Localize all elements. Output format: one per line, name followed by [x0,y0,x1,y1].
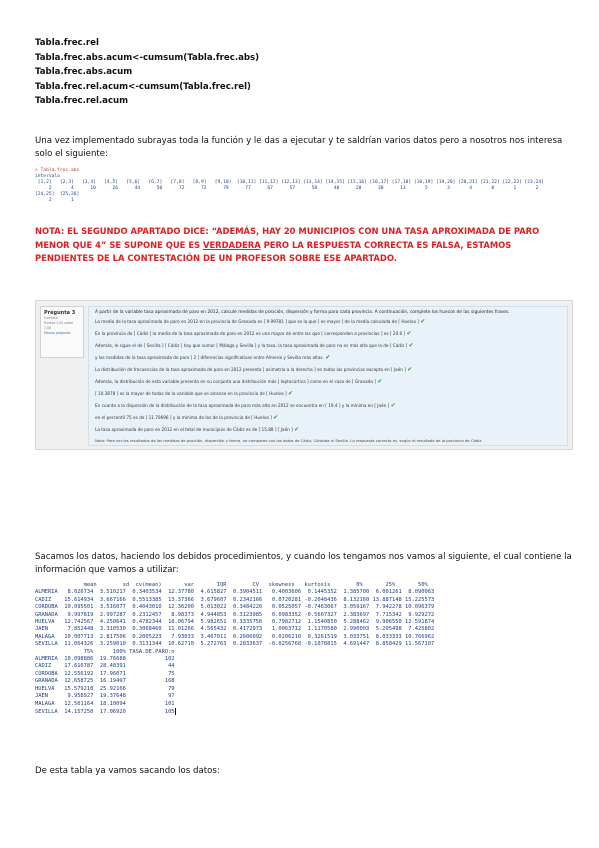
question-intro: A partir de la variable tasa aproximada de paro en 2012, calcule medidas de posición, dispersión y forma para cada provincia. A continuación, complete los huecos de las siguientes frases. [95,310,510,315]
question-row-text: La distribución de frecuencias de la tasa aproximada de paro en 2012 presenta [ asimetría a la derecha ] en todas las provincias excepto en [ Jaén ] [95,367,406,372]
table-row: HUELVA 15.579210 25.92166 79 [35,685,175,692]
table-header: mean sd cv(mean) var IQR CV skewness kurtosis 0% 25% 50% [35,582,428,588]
question-row-text: La tasa aproximada de paro en 2012 en el total de municipios de Cádiz es de [ 15.88 ] [ Jaén ] [95,427,293,432]
question-score: Puntúa 1,00 sobre 1,00 [44,321,74,330]
question-row-text: En la provincia de [ Cádiz ] la media de la tasa aproximada de paro en 2012 es una mayor de entre las que [ corresponden a provincias ] es [ 20.0 ] [95,331,406,336]
check-icon: ✔ [288,390,294,397]
r-output-frequency [35,168,595,204]
r-command: > Tabla.frec.abs [35,168,80,173]
quiz-screenshot [35,300,573,450]
question-row [95,424,561,436]
table-row: GRANADA 12.658725 16.19497 168 [35,678,175,685]
table-row: CORDOBA 12.556192 17.96071 75 [35,670,175,677]
question-row [95,352,561,364]
check-icon: ✔ [390,402,396,409]
flag-question-link[interactable]: Marcar pregunta [44,331,71,335]
question-label: Pregunta 3 [44,310,76,316]
question-row-text: en el percentil 75 es de [ 11.70696 ] y la mínima de los de la provincia de [ Huelva ] [95,415,272,420]
question-row-text: En cuanto a la dispersión de la distribución de la tasa aproximada de paro más alto en 2012 se encuentra en [ 19.4 ] y la mínima en [ Jaén ] [95,403,390,408]
check-icon: ✔ [294,426,300,433]
nota-prefix: NOTA: [35,226,65,236]
text-cursor [175,708,176,715]
code-line: Tabla.frec.abs.acum<-cumsum(Tabla.frec.abs) [35,52,260,63]
table-header: 75% 100% TASA.DE.PARO:n [35,648,175,655]
r-output-row: [1,2] [2,3] [3,4] [4,5] [5,6] [6,7] [7,8] [8,9] [9,10] [10,11] [11,12] [12,13] [13,14] [14,15] [15,16] [16,17] [17,18] [18,19] [19,20] [20,21] [21,22] [22,23] [23,24] [35,180,544,185]
question-row [95,400,561,412]
question-row [95,388,561,400]
table-row: HUELVA 12.742567 4.250641 0.4782344 18.06794 5.982651 0.3335750 0.7982712 1.1540850 5.288462 9.906550 12.591874 [35,619,435,626]
table-row: MALAGA 10.007713 2.817506 0.2005223 7.93033 3.467011 0.2606092 0.0206210 0.3261519 3.033751 8.033333 10.766962 [35,633,435,640]
check-icon: ✔ [325,354,331,361]
table-row: SEVILLA 11.064326 3.259010 0.3131344 10.62710 5.272763 0.2833637 -0.0256768 -0.1078815 4.691447 8.858429 11.567107 [35,641,435,648]
table-row: GRANADA 9.997819 2.997287 0.2312457 8.98373 4.944853 0.3123985 0.0983352 -0.5607327 2.383697 7.715342 9.929272 [35,611,435,618]
question-row-text: [ 10.3878 ] es la mayor de todas de la variable que se alcanza en la provincia de [ Huelva ] [95,391,287,396]
r-output-row: 2 4 10 26 44 50 72 72 79 77 67 57 58 40 28 30 13 5 3 4 0 1 2 [35,186,539,191]
table-row: MALAGA 12.501164 18.10094 101 [35,700,175,707]
paragraph-intro: Una vez implementado subrayas toda la función y le das a ejecutar y te saldrían varios datos pero a nosotros nos interesa solo el siguiente: [35,136,563,160]
question-row-text: Además, la distribución de esta variable presenta en su conjunto una distribución más [ leptocúrtica ] como en el caso de [ Granada ] [95,379,376,384]
table-row: SEVILLA 14.157250 17.06920 105 [35,708,175,715]
check-icon: ✔ [407,366,413,373]
r-output-row: 2 1 [35,198,74,203]
question-row-text: Además, le sigue el de [ Sevilla ] [ Cádiz ] hay que sumar [ Málaga y Sevilla ] y la tasa, la tasa aproximada de paro no es más alta que la de [ Cádiz ] [95,343,408,348]
r-output-label: intervalo [35,174,60,179]
question-row [95,364,561,376]
r-summary-table [35,582,434,716]
question-row-text: La media de la tasa aproximada de paro en 2012 en la provincia de Granada es [ 9.99781 ] que es la que [ es mayor ] de la media calculada de [ Huelva ] [95,319,419,324]
code-line: Tabla.frec.rel [35,38,99,48]
question-footer-note: Nota: Para ver los resultados de las medidas de posición, dispersión y forma, no compares con los datos de Cádiz, Córdoba ni Sevilla. La respuesta correcta es, según el resultado de la provincia de Cádiz. [95,438,483,443]
check-icon: ✔ [408,342,414,349]
question-body [88,306,568,446]
nota-warning [35,225,565,266]
r-output-row: [24,25] [25,26] [35,192,80,197]
nota-underlined: VERDADERA [202,239,261,250]
table-row: CORDOBA 10.095501 3.516077 0.4043010 12.36200 5.013022 0.3484220 0.0525057 -0.7463067 3.059167 7.942278 10.096379 [35,604,435,611]
question-info-box [40,306,84,358]
code-line: Tabla.frec.abs.acum [35,67,133,78]
check-icon: ✔ [420,318,426,325]
question-row [95,340,561,352]
question-row-text: y las medidas de la tasa aproximada de paro [ 2 ] diferencias significativas entre Almería y Sevilla más altas. [95,355,324,360]
code-lines [35,36,259,109]
question-row [95,412,561,424]
paragraph-data-intro: Sacamos los datos, haciendo los debidos procedimientos, y cuando los tengamos nos vamos al siguiente, el cual contiene la información que vamos a utilizar: [35,552,572,576]
nota-text: PERO LA RESPUESTA CORRECTA ES FALSA, ESTAMOS PENDIENTES DE LA CONTESTACIÓN DE UN PROFESOR SOBRE ESE APARTADO. [35,239,512,264]
paragraph-conclusion: De esta tabla ya vamos sacando los datos: [35,766,220,776]
code-line: Tabla.frec.rel.acum [35,96,129,107]
check-icon: ✔ [273,414,279,421]
nota-text: EL SEGUNDO APARTADO DICE: “ADEMÁS, HAY 20 MUNICIPIOS CON UNA TASA APROXIMADA DE PARO MENOR QUE 4” SE SUPONE QUE ES [35,226,540,250]
table-row: CADIZ 17.616787 28.48391 44 [35,663,175,670]
table-row: ALMERIA 8.026734 3.510217 0.3403534 12.37780 4.615827 0.3904511 0.4003606 0.1445352 1.385700 6.001261 8.090063 [35,589,435,596]
table-row: JAEN 7.852448 3.310530 0.3068460 11.01266 4.565432 0.4172973 1.0063712 1.1170580 2.990003 5.205498 7.425802 [35,626,435,633]
question-status: Correcta [44,316,58,320]
question-row [95,328,561,340]
table-row: JAEN 9.958927 19.37648 97 [35,693,175,700]
check-icon: ✔ [406,330,412,337]
table-row: CADIZ 15.614934 3.667166 0.5513385 13.37366 3.679607 0.2342166 0.0720281 -0.2048436 8.132160 13.887148 15.225573 [35,596,435,603]
table-row: ALMERIA 10.098886 19.76688 102 [35,656,175,663]
code-line: Tabla.frec.rel.acum<-cumsum(Tabla.frec.rel) [35,81,251,92]
question-row [95,316,561,328]
question-row [95,376,561,388]
check-icon: ✔ [377,378,383,385]
